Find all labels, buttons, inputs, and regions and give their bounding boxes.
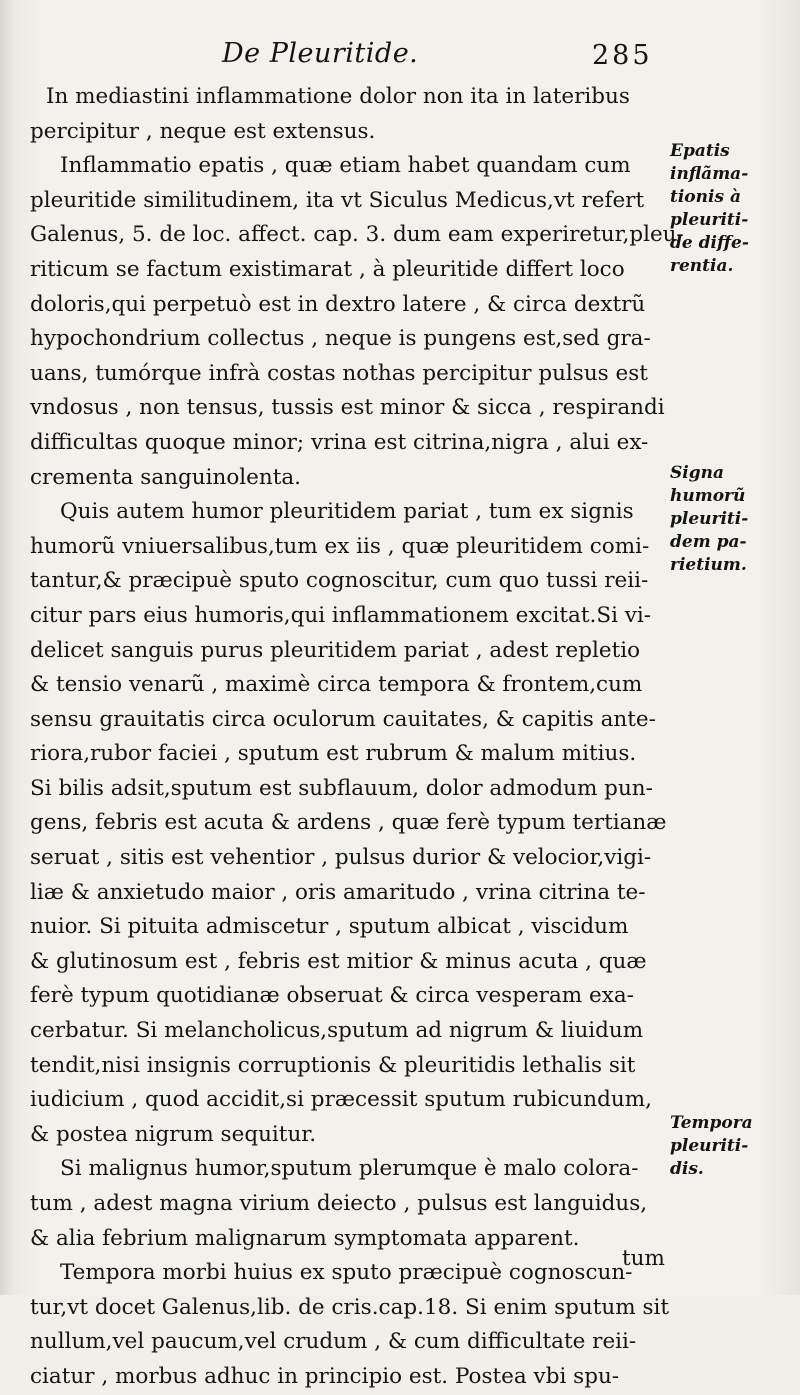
text-line: Tempora morbi huius ex sputo præcipuè cognoscun- (60, 1260, 633, 1286)
text-line: tur,vt docet Galenus,lib. de cris.cap.18. Si enim sputum sit (30, 1294, 670, 1320)
text-line: Quis autem humor pleuritidem pariat , tum ex signis (60, 499, 634, 525)
text-line: hypochondrium collectus , neque is pungens est,sed gra- (30, 326, 651, 352)
text-line: & postea nigrum sequitur. (30, 1121, 317, 1147)
margin-note-line: humorũ (670, 486, 746, 506)
text-line: Si bilis adsit,sputum est subflauum, dolor admodum pun- (30, 775, 653, 801)
text-line: crementa sanguinolenta. (30, 464, 302, 490)
text-line: sensu grauitatis circa oculorum cauitates, & capitis ante- (30, 706, 656, 732)
catchword: tum (622, 1246, 665, 1271)
text-line: ciatur , morbus adhuc in principio est. Postea vbi spu- (30, 1363, 620, 1389)
text-line: gens, febris est acuta & ardens , quæ ferè typum tertianæ (30, 810, 667, 836)
text-line: nuior. Si pituita admiscetur , sputum albicat , viscidum (30, 914, 629, 940)
body-text (30, 80, 684, 1395)
page-number: 285 (592, 40, 653, 71)
text-line: vndosus , non tensus, tussis est minor & sicca , respirandi (30, 395, 665, 421)
text-line: seruat , sitis est vehentior , pulsus durior & velocior,vigi- (30, 845, 652, 871)
text-line: percipitur , neque est extensus. (30, 118, 376, 144)
text-line: doloris,qui perpetuò est in dextro latere , & circa dextrũ (30, 291, 646, 317)
margin-note-line: inflãma- (670, 164, 749, 184)
margin-note-line: de diffe- (670, 233, 749, 253)
text-line: riora,rubor faciei , sputum est rubrum & malum mitius. (30, 741, 637, 767)
margin-note-line: pleuriti- (670, 509, 749, 529)
text-line: uans, tumórque infrà costas nothas percipitur pulsus est (30, 360, 648, 386)
text-line: Si malignus humor,sputum plerumque è malo colora- (60, 1156, 639, 1182)
margin-note-line: rietium. (670, 555, 747, 575)
text-line: tum , adest magna virium deiecto , pulsus est languidus, (30, 1191, 648, 1216)
margin-note-line: tionis à (670, 187, 741, 207)
margin-note-epatis (670, 140, 795, 278)
text-line: cerbatur. Si melancholicus,sputum ad nigrum & liuidum (30, 1018, 644, 1044)
text-line: pleuritide similitudinem, ita vt Siculus Medicus,vt refert (30, 187, 645, 213)
text-line: & glutinosum est , febris est mitior & minus acuta , quæ (30, 948, 647, 974)
text-line: Inflammatio epatis , quæ etiam habet quandam cum (60, 153, 631, 179)
text-line: humorũ vniuersalibus,tum ex iis , quæ pleuritidem comi- (30, 533, 650, 559)
margin-note-tempora (670, 1112, 795, 1181)
text-line: delicet sanguis purus pleuritidem pariat , adest repletio (30, 637, 641, 663)
text-line: iudicium , quod accidit,si præcessit sputum rubicundum, (30, 1087, 652, 1113)
text-line: citur pars eius humoris,qui inflammationem excitat.Si vi- (30, 602, 652, 628)
text-line: ferè typum quotidianæ obseruat & circa vesperam exa- (30, 983, 634, 1009)
text-line: difficultas quoque minor; vrina est citrina,nigra , alui ex- (30, 429, 649, 455)
text-line: Galenus, 5. de loc. affect. cap. 3. dum eam experiretur,pleu- (30, 222, 684, 248)
page-header (0, 38, 800, 82)
margin-note-line: rentia. (670, 256, 734, 276)
text-line: liæ & anxietudo maior , oris amaritudo , vrina citrina te- (30, 879, 646, 905)
text-line: & alia febrium malignarum symptomata apparent. (30, 1225, 580, 1251)
text-line: tantur,& præcipuè sputo cognoscitur, cum quo tussi reii- (30, 568, 649, 594)
margin-note-line: Epatis (670, 141, 730, 161)
text-line: In mediastini inflammatione dolor non ita in lateribus (46, 84, 630, 109)
margin-note-line: Tempora (670, 1113, 753, 1133)
margin-note-line: pleuriti- (670, 210, 749, 230)
text-line: & tensio venarũ , maximè circa tempora & frontem,cum (30, 672, 643, 698)
margin-note-signa (670, 462, 795, 577)
margin-note-line: dis. (670, 1159, 704, 1179)
margin-note-line: dem pa- (670, 532, 747, 552)
running-title: De Pleuritide. (222, 38, 419, 69)
margin-note-line: pleuriti- (670, 1136, 749, 1156)
margin-note-line: Signa (670, 463, 724, 483)
text-line: nullum,vel paucum,vel crudum , & cum difficultate reii- (30, 1329, 637, 1355)
text-line: tendit,nisi insignis corruptionis & pleuritidis lethalis sit (30, 1052, 636, 1078)
text-line: riticum se factum existimarat , à pleuritide differt loco (30, 256, 625, 282)
